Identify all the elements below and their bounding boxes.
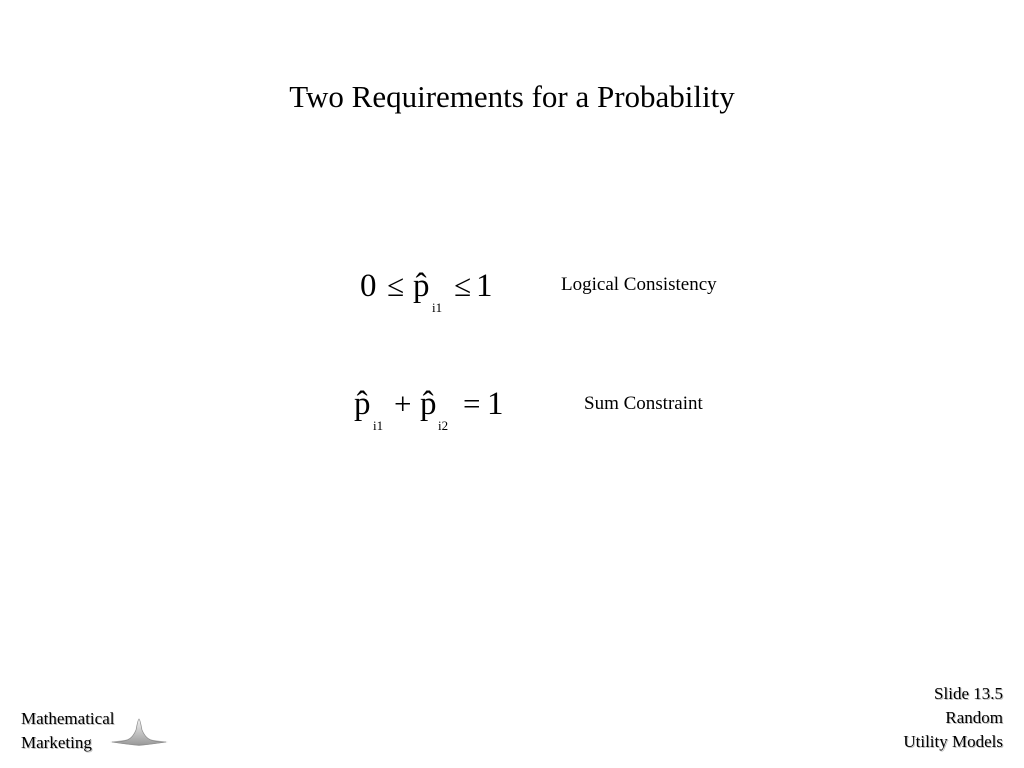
eq-token-subscript: i1 (432, 300, 443, 315)
slide-title: Two Requirements for a Probability (289, 79, 735, 114)
logical-consistency-label: Logical Consistency (561, 274, 717, 295)
footer-brand-line2: Marketing (21, 733, 92, 752)
eq-token-one: 1 (476, 268, 493, 304)
eq-token-leq: ≤ (454, 268, 472, 303)
eq-token-p-hat: p̂ (413, 268, 430, 304)
bell-curve-icon (108, 716, 170, 750)
eq-token-plus: + (394, 386, 412, 421)
eq-token-p-hat: p̂ (354, 386, 371, 422)
eq-token-leq: ≤ (387, 268, 405, 303)
eq-token-p-hat: p̂ (420, 386, 437, 422)
chapter-title-line2: Utility Models (903, 732, 1003, 751)
eq-token-equals: = (463, 386, 481, 421)
footer-brand (21, 707, 114, 755)
footer-brand-line1: Mathematical (21, 709, 115, 728)
slide-number: Slide 13.5 (934, 684, 1003, 703)
eq-token-subscript: i1 (373, 418, 384, 433)
logical-consistency-equation (360, 266, 520, 315)
sum-constraint-label: Sum Constraint (584, 393, 703, 414)
sum-constraint-equation (354, 384, 524, 433)
eq-token-one: 1 (487, 386, 504, 422)
eq-token-subscript: i2 (438, 418, 449, 433)
chapter-title-line1: Random (945, 708, 1003, 727)
eq-token-zero: 0 (360, 268, 377, 304)
footer-slide-info (903, 682, 1003, 754)
